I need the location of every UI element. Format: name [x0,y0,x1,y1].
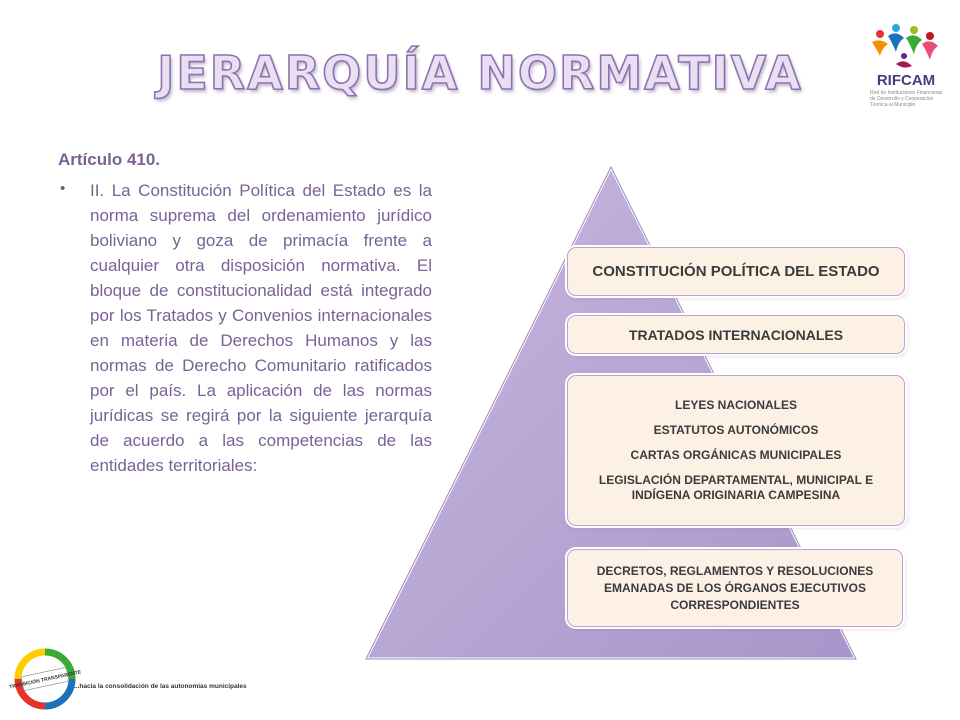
level3-item: LEYES NACIONALES [674,398,797,412]
footer-slogan: ...hacia la consolidación de las autonomías municipales [74,683,247,690]
rifcam-name: RIFCAM [876,72,936,89]
pyramid-level-constitution [567,247,905,296]
level3-item: ESTATUTOS AUTONÓMICOS [653,423,819,437]
level3-item: LEGISLACIÓN DEPARTAMENTAL, MUNICIPAL E INDÍGENA ORIGINARIA CAMPESINA [598,473,874,502]
pyramid-level-treaties [567,315,905,354]
rifcam-tagline: Red de Instituciones Financieras de Desarrollo y Cooperación Técnica al Municipio [870,90,943,108]
level4-label: DECRETOS, REGLAMENTOS Y RESOLUCIONES EMANADAS DE LOS ÓRGANOS EJECUTIVOS CORRESPONDIENTES [596,563,874,612]
level2-label: TRATADOS INTERNACIONALES [628,326,844,343]
body-text: II. La Constitución Política del Estado es la norma suprema del ordenamiento jurídico boliviano y goza de primacía frente a cualquier otra disposición normativa. El bloque de constitucionalidad está integrado por los Tratados y Convenios internacionales en materia de Derechos Humanos y las normas de Derecho Comunitario ratificados por el país. La aplicación de las normas jurídicas se regirá por la siguiente jerarquía de acuerdo a las competencias de las entidades territoriales: [90,181,432,475]
level1-label: CONSTITUCIÓN POLÍTICA DEL ESTADO [592,263,880,280]
level3-item: CARTAS ORGÁNICAS MUNICIPALES [630,448,842,462]
badge-text: TRANSICIÓN TRANSPARENTE [8,669,82,691]
pyramid-level-laws [567,375,905,526]
article-heading: Artículo 410. [58,150,161,169]
slide-title: JERARQUÍA NORMATIVA [157,46,803,100]
pyramid-level-decrees [567,549,903,627]
bullet-icon: • [60,180,66,197]
transicion-logo-icon [8,648,82,710]
